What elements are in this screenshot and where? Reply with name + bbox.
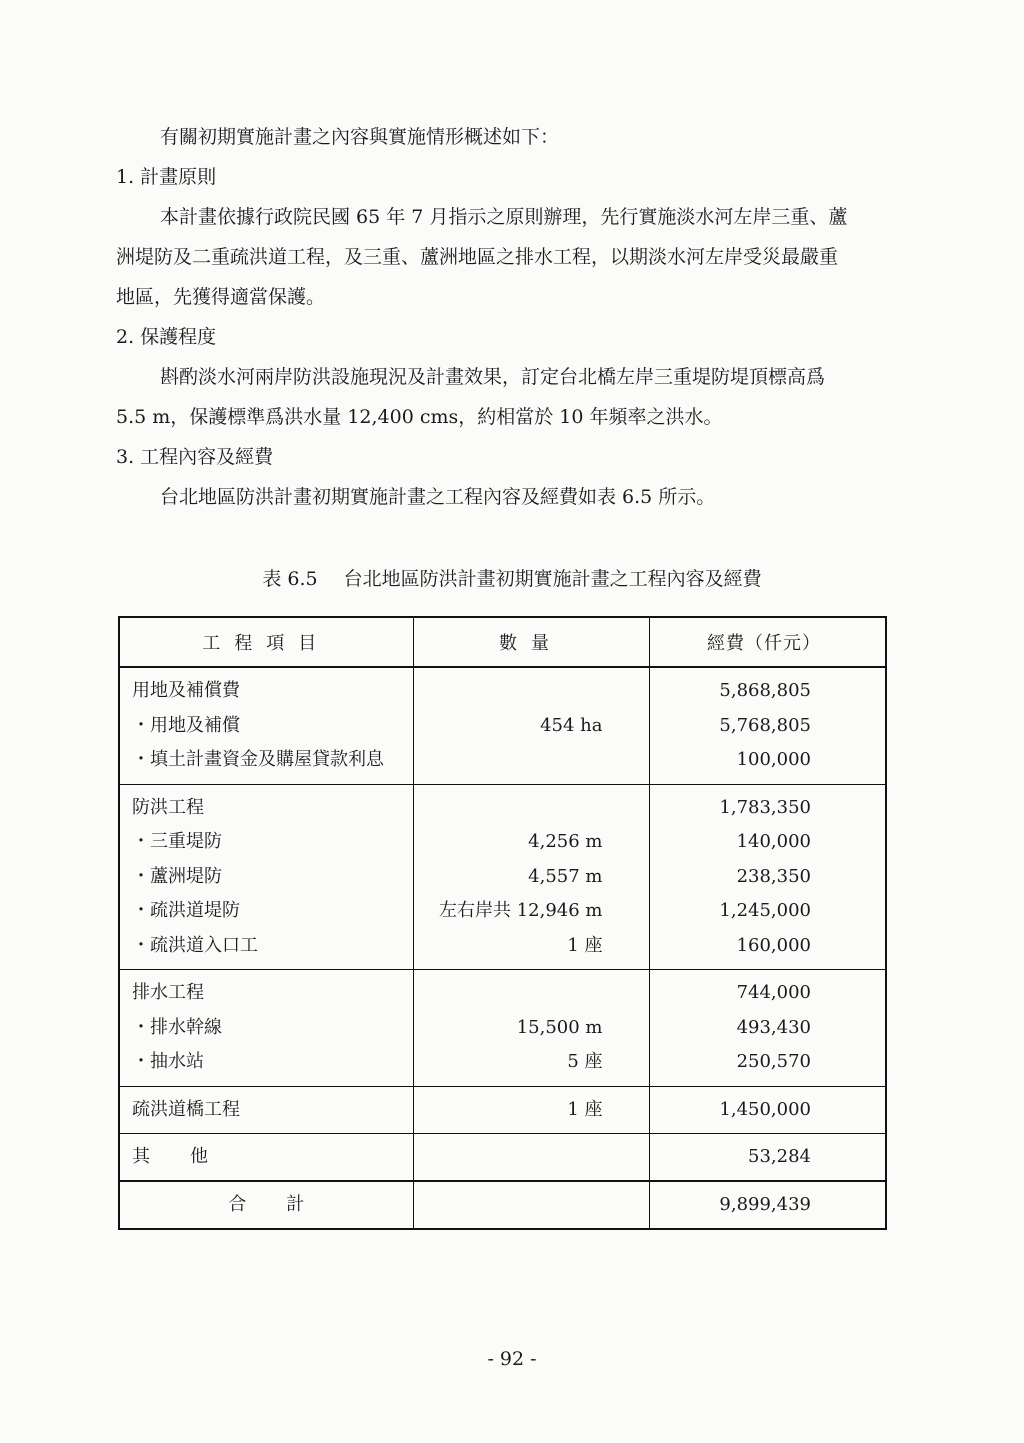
total-label: 合計	[119, 1181, 413, 1229]
header-quantity: 數量	[413, 617, 649, 667]
row-quantity	[413, 667, 649, 709]
row-quantity: 左右岸共 12,946 m	[413, 894, 649, 929]
row-item: ・填土計畫資金及購屋貸款利息	[119, 743, 413, 784]
table-caption-number: 表 6.5	[262, 568, 318, 590]
row-item: 其他	[119, 1133, 413, 1181]
table-row	[119, 1011, 886, 1046]
table-row	[119, 709, 886, 744]
row-cost: 493,430	[649, 1011, 886, 1046]
table-row	[119, 743, 886, 784]
row-cost: 1,783,350	[649, 784, 886, 825]
row-item: ・排水幹線	[119, 1011, 413, 1046]
row-item: ・疏洪道入口工	[119, 929, 413, 970]
row-quantity	[413, 743, 649, 784]
table-row	[119, 1133, 886, 1181]
row-item: ・抽水站	[119, 1045, 413, 1086]
section-2-heading: 2. 保護程度	[116, 326, 217, 348]
section-1-line-1: 本計畫依據行政院民國 65 年 7 月指示之原則辦理，先行實施淡水河左岸三重、蘆	[160, 206, 848, 228]
row-cost: 5,868,805	[649, 667, 886, 709]
section-1-line-2: 洲堤防及二重疏洪道工程，及三重、蘆洲地區之排水工程，以期淡水河左岸受災最嚴重	[116, 246, 839, 268]
page-number: - 92 -	[487, 1348, 537, 1370]
row-cost: 250,570	[649, 1045, 886, 1086]
table-row	[119, 970, 886, 1011]
table-row	[119, 894, 886, 929]
table-caption-title: 台北地區防洪計畫初期實施計畫之工程內容及經費	[343, 568, 762, 590]
table-row	[119, 1045, 886, 1086]
table-row	[119, 860, 886, 895]
total-cost: 9,899,439	[649, 1181, 886, 1229]
table-row	[119, 784, 886, 825]
row-quantity	[413, 784, 649, 825]
row-item: ・疏洪道堤防	[119, 894, 413, 929]
row-cost: 5,768,805	[649, 709, 886, 744]
row-cost: 160,000	[649, 929, 886, 970]
section-1-line-3: 地區，先獲得適當保護。	[116, 286, 326, 308]
row-item: 用地及補償費	[119, 667, 413, 709]
intro-paragraph: 有關初期實施計畫之內容與實施情形概述如下：	[160, 126, 560, 148]
row-cost: 744,000	[649, 970, 886, 1011]
row-cost: 1,245,000	[649, 894, 886, 929]
row-item: ・三重堤防	[119, 825, 413, 860]
section-2-line-1: 斟酌淡水河兩岸防洪設施現況及計畫效果，訂定台北橋左岸三重堤防堤頂標高爲	[160, 366, 826, 388]
header-item: 工程項目	[119, 617, 413, 667]
row-quantity: 5 座	[413, 1045, 649, 1086]
row-cost: 53,284	[649, 1133, 886, 1181]
row-quantity: 4,557 m	[413, 860, 649, 895]
budget-table	[118, 616, 887, 1230]
row-quantity: 454 ha	[413, 709, 649, 744]
row-quantity: 4,256 m	[413, 825, 649, 860]
section-1-heading: 1. 計畫原則	[116, 166, 217, 188]
table-total-row	[119, 1181, 886, 1229]
table-caption	[0, 566, 1024, 592]
header-cost: 經費（仟元）	[649, 617, 886, 667]
row-cost: 1,450,000	[649, 1086, 886, 1133]
table-row	[119, 1086, 886, 1133]
row-quantity: 1 座	[413, 929, 649, 970]
row-cost: 100,000	[649, 743, 886, 784]
row-quantity: 15,500 m	[413, 1011, 649, 1046]
row-quantity	[413, 970, 649, 1011]
row-item: 排水工程	[119, 970, 413, 1011]
row-cost: 238,350	[649, 860, 886, 895]
row-quantity: 1 座	[413, 1086, 649, 1133]
section-3-heading: 3. 工程內容及經費	[116, 446, 274, 468]
table-row	[119, 929, 886, 970]
row-cost: 140,000	[649, 825, 886, 860]
section-2-line-2: 5.5 m，保護標準爲洪水量 12,400 cms，約相當於 10 年頻率之洪水。	[116, 406, 723, 428]
table-row	[119, 825, 886, 860]
table-row	[119, 667, 886, 709]
row-quantity	[413, 1133, 649, 1181]
table-header-row	[119, 617, 886, 667]
row-item: ・蘆洲堤防	[119, 860, 413, 895]
section-3-line-1: 台北地區防洪計畫初期實施計畫之工程內容及經費如表 6.5 所示。	[160, 486, 716, 508]
row-item: ・用地及補償	[119, 709, 413, 744]
row-item: 疏洪道橋工程	[119, 1086, 413, 1133]
row-item: 防洪工程	[119, 784, 413, 825]
total-quantity	[413, 1181, 649, 1229]
